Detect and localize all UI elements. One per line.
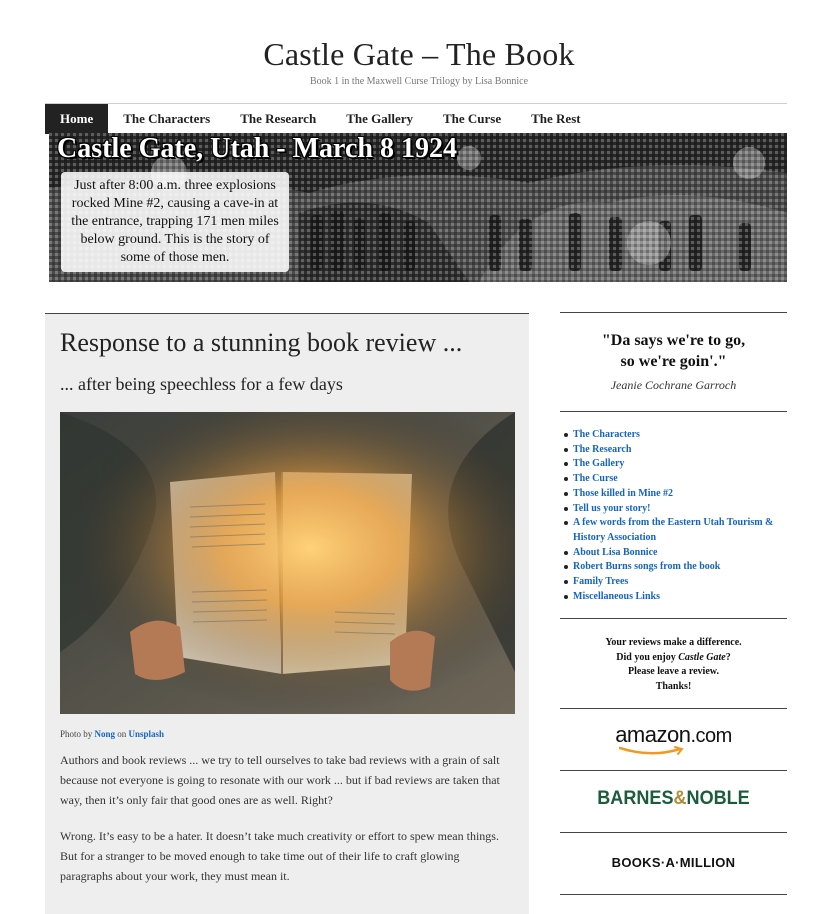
hero-title: Castle Gate, Utah - March 8 1924 (57, 133, 457, 164)
bn-wordmark-left: BARNES (597, 788, 674, 809)
amazon-smile-icon (618, 746, 688, 756)
review-line-3: Please leave a review. (628, 666, 719, 677)
bn-ampersand: & (673, 788, 687, 809)
nav-item-home[interactable]: Home (45, 104, 108, 133)
books-a-million-logo-link[interactable]: BOOKS·A·MILLION (611, 855, 736, 870)
nav-item-curse[interactable]: The Curse (442, 110, 502, 126)
photo-credit-middle: on (117, 729, 127, 739)
site-title[interactable]: Castle Gate – The Book (263, 36, 575, 72)
post-paragraph-2: Wrong. It’s easy to be a hater. It doesn’t take much creativity or effort to spew mean things. But for a stranger to be moved enough to take time out of their life to craft glowing paragraphs about your work, they must mean it. (60, 829, 499, 883)
sidebar-link-curse[interactable]: The Curse (573, 472, 800, 487)
review-line-2: Did you enjoy Castle Gate? (616, 651, 731, 663)
nav-item-rest[interactable]: The Rest (531, 110, 581, 126)
nav-item-characters[interactable]: The Characters (123, 110, 211, 126)
hero-caption: Just after 8:00 a.m. three explosions rocked Mine #2, causing a cave-in at the entrance, trapping 171 men miles below ground. This is the story of some of those men. (61, 172, 289, 272)
photo-credit (60, 729, 164, 739)
sidebar-link-killed[interactable]: Those killed in Mine #2 (573, 487, 800, 502)
amazon-logo-link[interactable] (560, 722, 787, 748)
sidebar-divider (560, 618, 787, 619)
sidebar-link-misc[interactable]: Miscellaneous Links (573, 590, 800, 605)
main-article (45, 313, 529, 914)
nav-item-research[interactable]: The Research (240, 110, 317, 126)
post-subtitle: ... after being speechless for a few days (60, 374, 343, 394)
sidebar-links (560, 428, 800, 604)
unsplash-link[interactable]: Unsplash (128, 729, 165, 739)
nav-item-gallery[interactable]: The Gallery (346, 110, 413, 126)
review-request (560, 636, 787, 694)
post-title[interactable]: Response to a stunning book review ... (60, 328, 463, 357)
main-nav (45, 103, 787, 134)
amazon-wordmark: amazon (615, 722, 691, 747)
sidebar-quote (560, 330, 787, 372)
sidebar-divider (560, 770, 787, 771)
quote-line-2: so we're goin'." (620, 353, 727, 370)
photo-credit-prefix: Photo by (60, 729, 93, 739)
site-tagline: Book 1 in the Maxwell Curse Trilogy by Lisa Bonnice (309, 76, 529, 87)
sidebar-link-tourism[interactable]: A few words from the Eastern Utah Tourism & History Association (573, 516, 800, 545)
sidebar-link-your-story[interactable]: Tell us your story! (573, 502, 800, 517)
glowing-book-illustration (60, 412, 515, 714)
sidebar-divider (560, 411, 787, 412)
post-featured-image (60, 412, 515, 714)
sidebar-divider (560, 894, 787, 895)
sidebar-link-burns-songs[interactable]: Robert Burns songs from the book (573, 560, 800, 575)
review-line-1: Your reviews make a difference. (605, 637, 742, 648)
review-line-4: Thanks! (655, 680, 692, 692)
sidebar-divider (560, 832, 787, 833)
sidebar-divider (560, 312, 787, 313)
bn-wordmark-right: NOBLE (686, 788, 750, 809)
quote-line-1: "Da says we're to go, (601, 332, 746, 349)
quote-author: Jeanie Cochrane Garroch (610, 378, 737, 392)
sidebar-link-gallery[interactable]: The Gallery (573, 457, 800, 472)
sidebar-link-research[interactable]: The Research (573, 443, 800, 458)
sidebar-link-characters[interactable]: The Characters (573, 428, 800, 443)
sidebar-link-about[interactable]: About Lisa Bonnice (573, 546, 800, 561)
sidebar-link-family-trees[interactable]: Family Trees (573, 575, 800, 590)
post-paragraph-1: Authors and book reviews ... we try to tell ourselves to take bad reviews with a grain of salt because not everyone is going to resonate with our work ... but if bad reviews are taken that way, then it’s only fair that good ones are as well. Right? (60, 753, 500, 807)
photographer-link[interactable]: Nong (94, 729, 116, 739)
amazon-dotcom: .com (690, 725, 732, 747)
hero-banner (49, 133, 787, 282)
barnes-noble-logo-link[interactable] (566, 788, 782, 810)
sidebar-divider (560, 708, 787, 709)
